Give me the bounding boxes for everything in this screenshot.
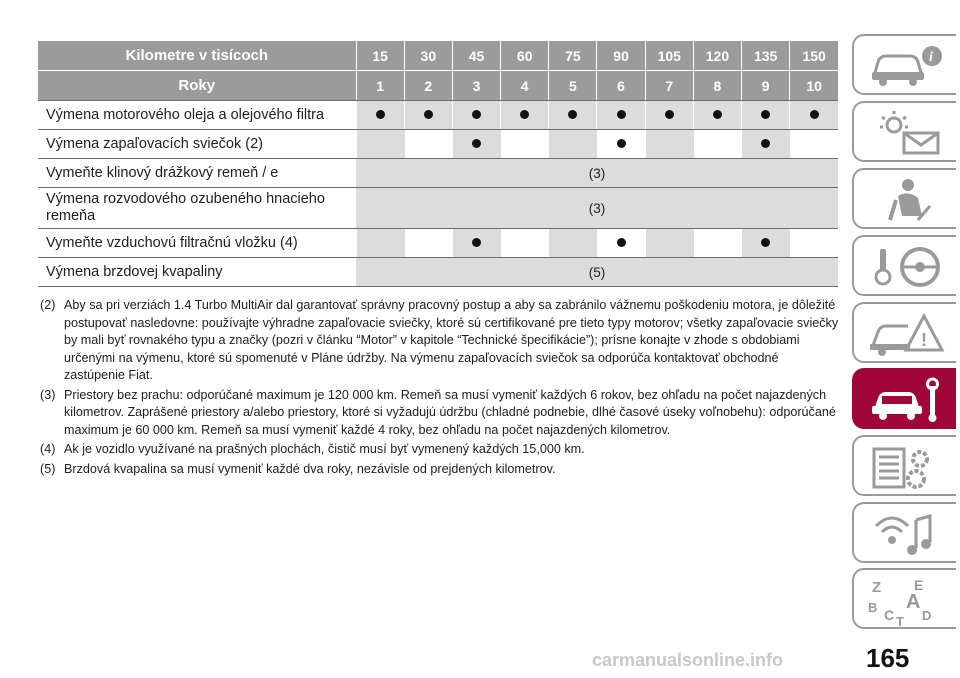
footnote (40, 297, 840, 385)
service-dot (568, 110, 577, 119)
footnote-ref: (5) (356, 258, 838, 287)
km-cell: 60 (501, 41, 549, 71)
footnote-text: Priestory bez prachu: odporúčané maximum je 120 000 km. Remeň sa musí vymeniť každých 6 rokov, bez ohľadu na počet najazdených kilometrov. Zaprášené priestory a/alebo priestory, ktoré si vyžadujú údržbu (chladné podnebie, dlhé časové úseky voľnobehu): odporúčané maximum je 60 000 km. Remeň sa musí vymeniť každé 4 roky, bez ohľadu na počet najazdených kilometrov. (64, 387, 836, 437)
footnote (40, 387, 840, 440)
km-header-row (38, 41, 838, 71)
chapter-tab-emergency[interactable] (852, 302, 956, 363)
km-header-label: Kilometre v tisícoch (38, 41, 356, 71)
table-row (38, 188, 838, 229)
multimedia-icon (868, 510, 948, 558)
year-cell: 9 (742, 71, 790, 101)
year-cell: 10 (790, 71, 838, 101)
km-cell: 30 (404, 41, 452, 71)
years-header-row (38, 71, 838, 101)
footnote-ref: (3) (356, 188, 838, 229)
table-row (38, 258, 838, 287)
footnote-text: Ak je vozidlo využívané na prašných plochách, čistič musí byť vymenený každých 15,000 km. (64, 442, 585, 456)
service-dot (520, 110, 529, 119)
footnote-number: (4) (40, 442, 56, 456)
footnote-text: Brzdová kvapalina sa musí vymeniť každé dva roky, nezávisle od prejdených kilometrov. (64, 461, 556, 476)
service-dot (761, 110, 770, 119)
row-label: Výmena brzdovej kvapaliny (38, 258, 356, 287)
row-label: Vymeňte klinový drážkový remeň / e (38, 159, 356, 188)
chapter-tab-multimedia[interactable] (852, 502, 956, 563)
chapter-tab-maintenance[interactable] (852, 368, 956, 429)
service-dot (810, 110, 819, 119)
chapter-tab-index[interactable] (852, 568, 956, 629)
km-cell: 75 (549, 41, 597, 71)
km-cell: 135 (742, 41, 790, 71)
page-number: 165 (866, 643, 910, 673)
table-row (38, 159, 838, 188)
km-cell: 105 (645, 41, 693, 71)
service-dot (472, 110, 481, 119)
service-dot (472, 238, 481, 247)
service-dot (472, 139, 481, 148)
seat-airbag-icon (868, 176, 948, 224)
svg-text:E: E (914, 577, 924, 593)
km-cell: 150 (790, 41, 838, 71)
service-dot (617, 110, 626, 119)
footnote-ref: (3) (356, 159, 838, 188)
svg-text:D: D (922, 608, 932, 623)
service-dot (617, 139, 626, 148)
svg-text:!: ! (921, 330, 927, 350)
svg-text:C: C (884, 607, 895, 623)
footnote (40, 441, 840, 459)
footnote-number: (3) (40, 387, 56, 402)
row-label: Výmena rozvodového ozubeného hnacieho remeňa (38, 188, 356, 229)
footnote-number: (5) (40, 461, 56, 476)
year-cell: 4 (501, 71, 549, 101)
table-row (38, 101, 838, 130)
key-steering-wheel-icon (868, 243, 948, 291)
row-label: Vymeňte vzduchovú filtračnú vložku (4) (38, 229, 356, 258)
svg-text:B: B (868, 600, 878, 615)
service-dot (761, 139, 770, 148)
car-wrench-icon (868, 376, 948, 424)
service-dot (617, 238, 626, 247)
km-cell: 45 (452, 41, 500, 71)
spec-gear-icon (868, 443, 948, 491)
table-row (38, 130, 838, 159)
chapter-tab-safety[interactable] (852, 168, 956, 229)
footnote-number: (2) (40, 298, 56, 312)
svg-text:Z: Z (872, 579, 882, 596)
svg-text:i: i (929, 50, 933, 65)
alphabet-index-icon (868, 576, 948, 626)
year-cell: 1 (356, 71, 404, 101)
year-cell: 5 (549, 71, 597, 101)
footnote-text: Aby sa pri verziách 1.4 Turbo MultiAir dal garantovať správny pracovný postup a aby sa zabránilo vážnemu poškodeniu motora, je dôležité postupovať nasledovne: používajte výhradne zapaľovacie sviečky, ktoré sú certifikované pre tieto typy motorov; všetky zapaľovacie sviečky by mali byť rovnakého typu a značky (pozri v článku “Motor” v kapitole “Technické špecifikácie”); prísne konajte v zhode s obdobiami určenými na výmenu, ktoré sú spomenuté v Pláne údržby. Na výmenu zapaľovacích sviečok sa odporúča kontaktovať obchodné zastúpenie Fiat. (64, 298, 839, 382)
breakdown-warning-icon (868, 310, 948, 358)
year-cell: 8 (693, 71, 741, 101)
years-header-label: Roky (38, 71, 356, 101)
svg-text:T: T (896, 614, 904, 626)
footnotes (40, 297, 840, 480)
service-dot (376, 110, 385, 119)
car-info-icon (868, 42, 948, 88)
service-dot (424, 110, 433, 119)
watermark: carmanualsonline.info (592, 650, 784, 670)
chapter-tab-car-info[interactable] (852, 34, 956, 95)
km-cell: 120 (693, 41, 741, 71)
service-dot (665, 110, 674, 119)
year-cell: 2 (404, 71, 452, 101)
row-label: Výmena motorového oleja a olejového filtra (38, 101, 356, 130)
chapter-tab-technical[interactable] (852, 435, 956, 496)
maintenance-schedule-table (38, 41, 838, 287)
year-cell: 6 (597, 71, 645, 101)
chapter-tab-warning-lights[interactable] (852, 101, 956, 162)
warning-light-message-icon (868, 109, 948, 157)
row-label: Výmena zapaľovacích sviečok (2) (38, 130, 356, 159)
year-cell: 7 (645, 71, 693, 101)
km-cell: 90 (597, 41, 645, 71)
footnote (40, 461, 840, 479)
svg-text:A: A (906, 591, 921, 613)
chapter-tab-starting-driving[interactable] (852, 235, 956, 296)
year-cell: 3 (452, 71, 500, 101)
service-dot (761, 238, 770, 247)
km-cell: 15 (356, 41, 404, 71)
table-row (38, 229, 838, 258)
service-dot (713, 110, 722, 119)
